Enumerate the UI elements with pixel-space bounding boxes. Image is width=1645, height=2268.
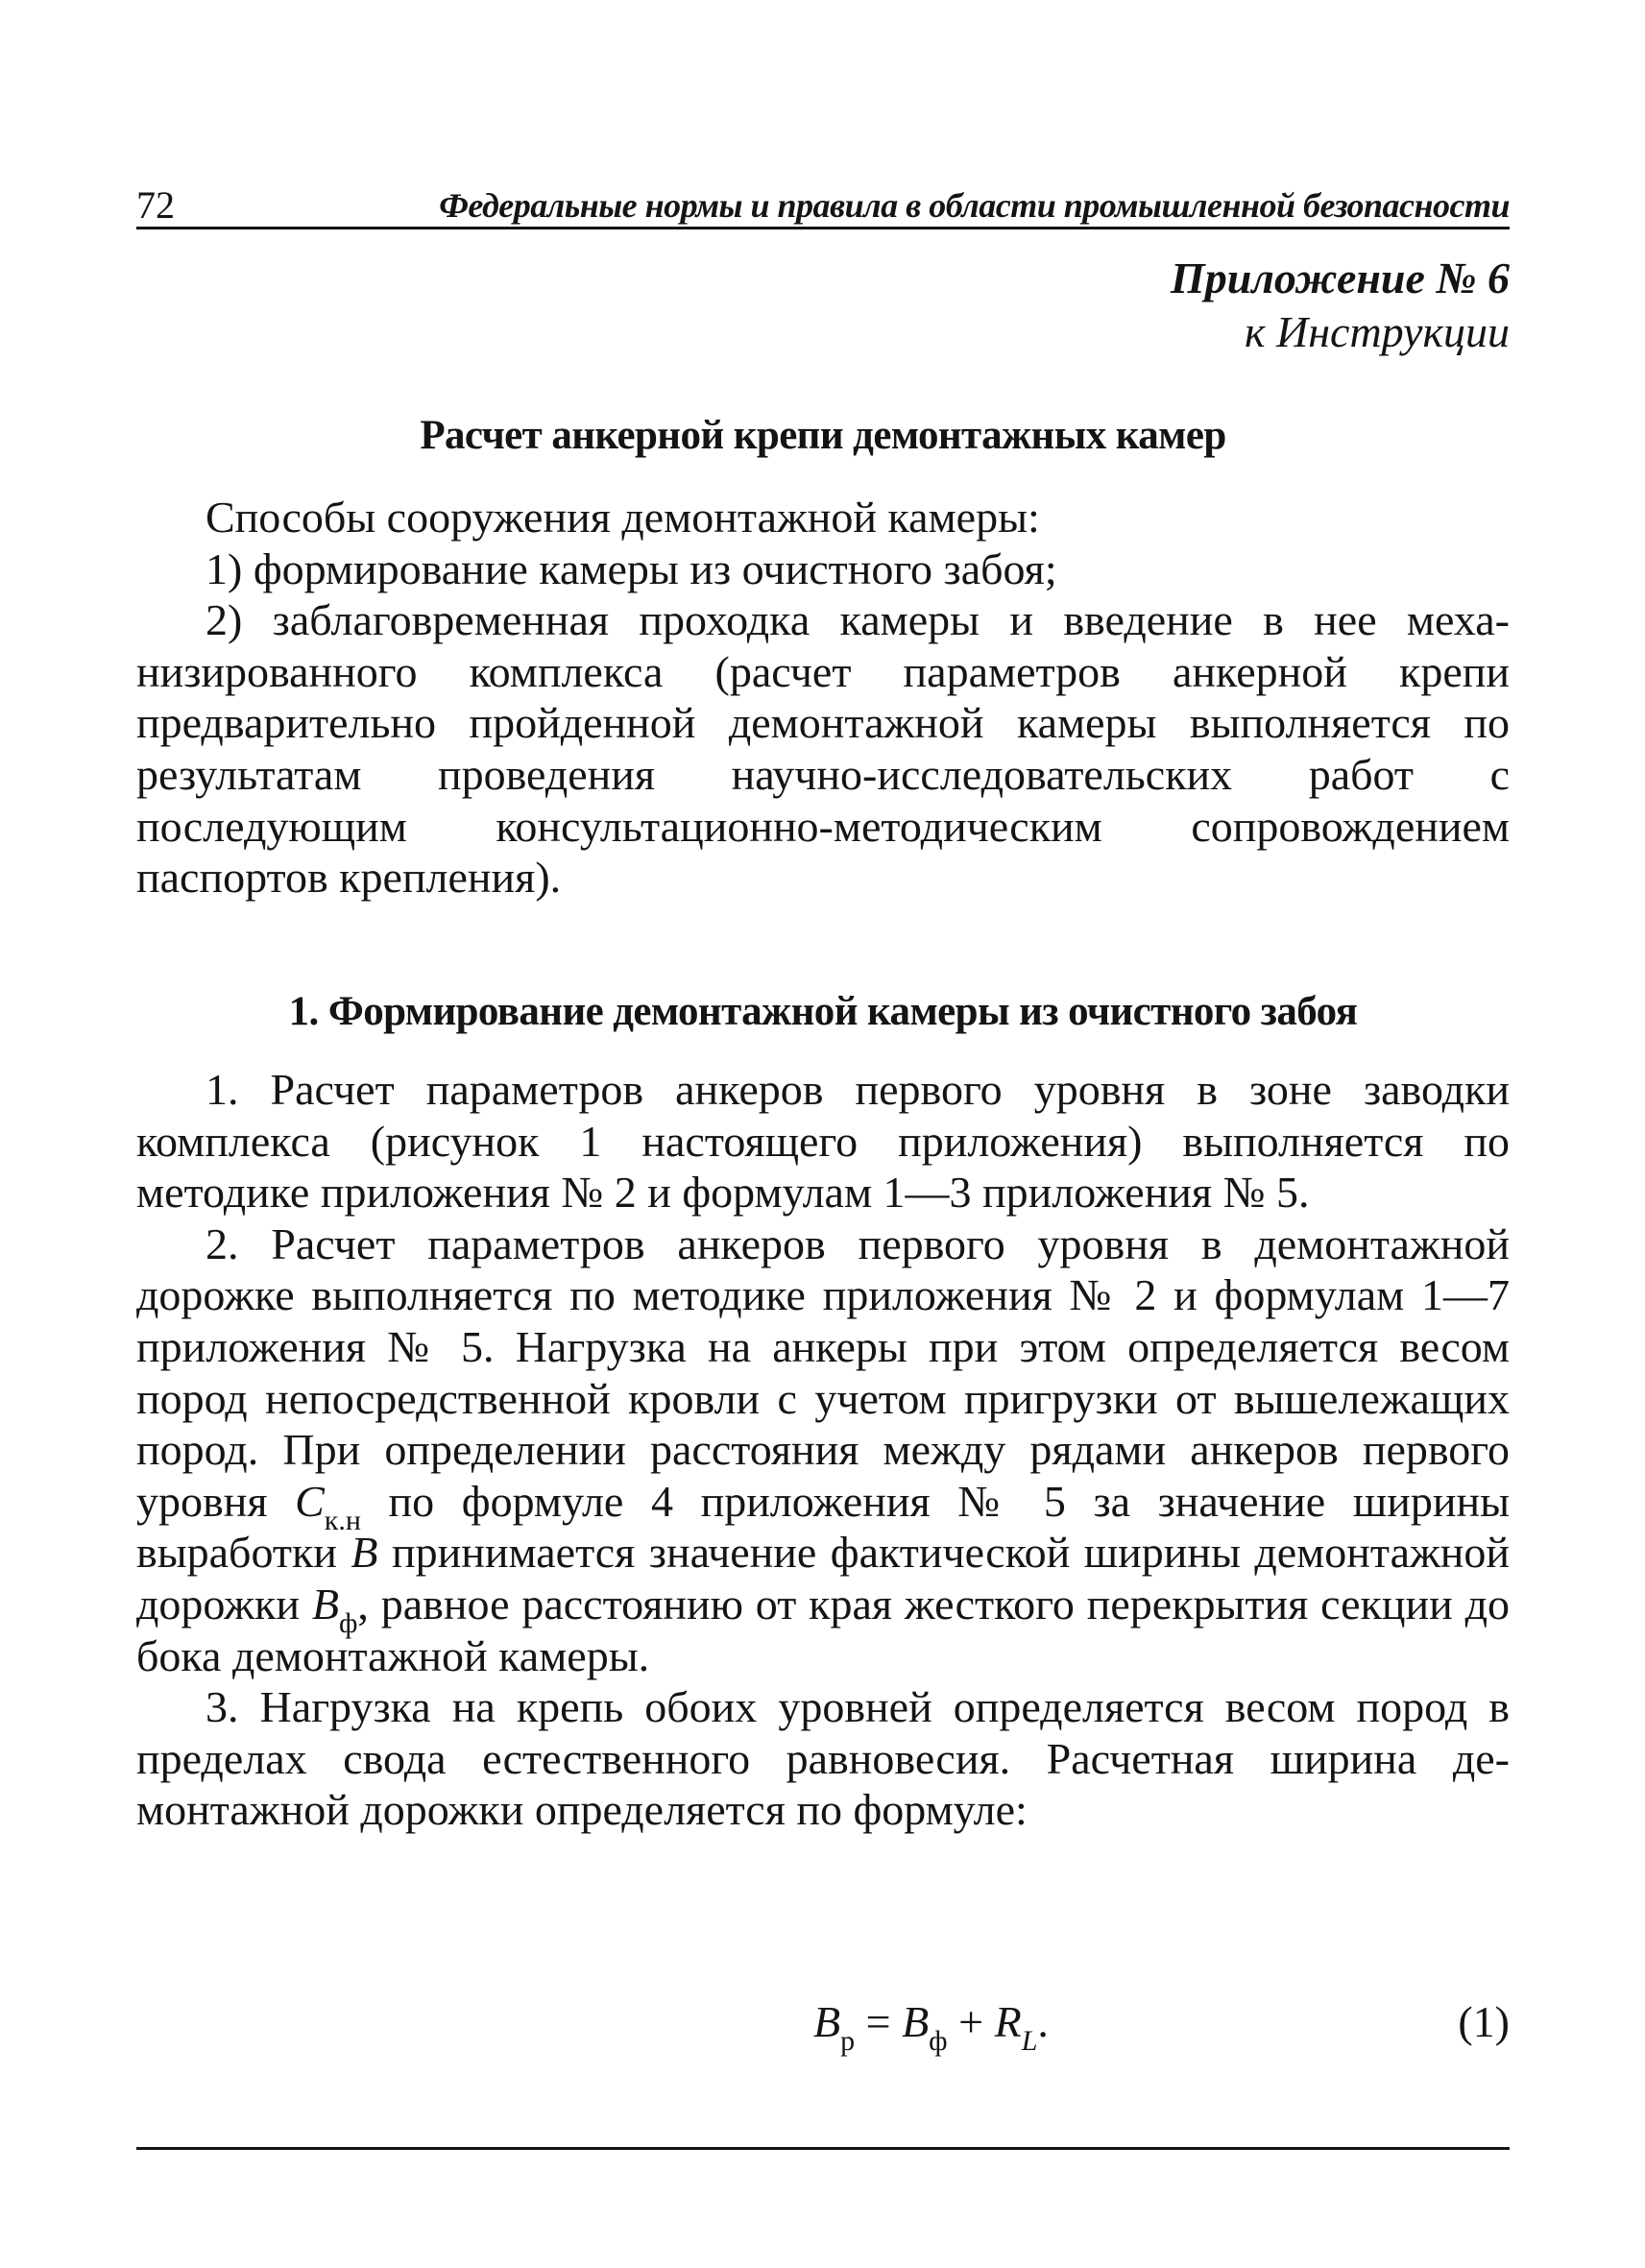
section-body (136, 1064, 1510, 1836)
section-paragraph-1: 1. Расчет параметров анкеров первого уровня в зоне заводки комплекса (рисунок 1 настоящего приложения) выполняется по методике приложения № 2 и формулам 1—3 приложения № 5. (136, 1065, 1510, 1218)
appendix-title: Приложение № 6 (1170, 253, 1510, 302)
section-heading: 1. Формирование демонтажной камеры из очистного забоя (288, 989, 1358, 1034)
intro-paragraph-2: 2) заблаговременная проходка камеры и введение в нее механизированного комплекса (расчет параметров анкерной крепи предварительно пройденной демонтажной камеры выполняется по результатам проведения научно-исследовательских работ с последующим консультационно-методическим сопровождением паспортов крепления). (136, 595, 1510, 903)
appendix-subtitle: к Инструкции (1244, 307, 1510, 356)
section-paragraph-3: 3. Нагрузка на крепь обоих уровней определяется весом пород в пределах свода естественного равновесия. Расчетная ширина демонтажной дорожки определяется по формуле: (136, 1682, 1510, 1835)
intro-block (136, 492, 1510, 904)
formula-number: (1) (1458, 1997, 1510, 2046)
document-title: Расчет анкерной крепи демонтажных камер (420, 413, 1226, 458)
formula-1 (136, 1993, 1510, 2061)
running-title: Федеральные нормы и правила в области промышленной безопасности (439, 186, 1510, 225)
formula-expression: $B_р = B_ф + R_L$. (813, 1997, 1049, 2057)
appendix-label (1171, 252, 1510, 359)
page-number: 72 (136, 183, 175, 227)
footer-divider (136, 2147, 1510, 2150)
section-paragraph-2: 2. Расчет параметров анкеров первого уровня в демонтажной дорожке выполняется по методике приложения № 2 и формулам 1—7 приложения № 5. Нагрузка на анкеры при этом определяется весом пород непосредственной кровли с учетом пригрузки от вышележащих пород. При определении расстояния между рядами анкеров первого уровня $C_{к.н}$ по формуле 4 приложения № 5 за значение ширины выработки B принимается значение фактической ширины демонтажной дорожки $B_ф$, равное расстоянию от края жесткого перекрытия секции до бока демонтажной камеры. (136, 1218, 1511, 1680)
intro-paragraph-0: Способы сооружения демонтажной камеры: (206, 493, 1040, 542)
header-divider (136, 227, 1510, 229)
intro-paragraph-1: 1) формирование камеры из очистного забоя; (206, 543, 1057, 593)
page-header (136, 184, 1510, 227)
